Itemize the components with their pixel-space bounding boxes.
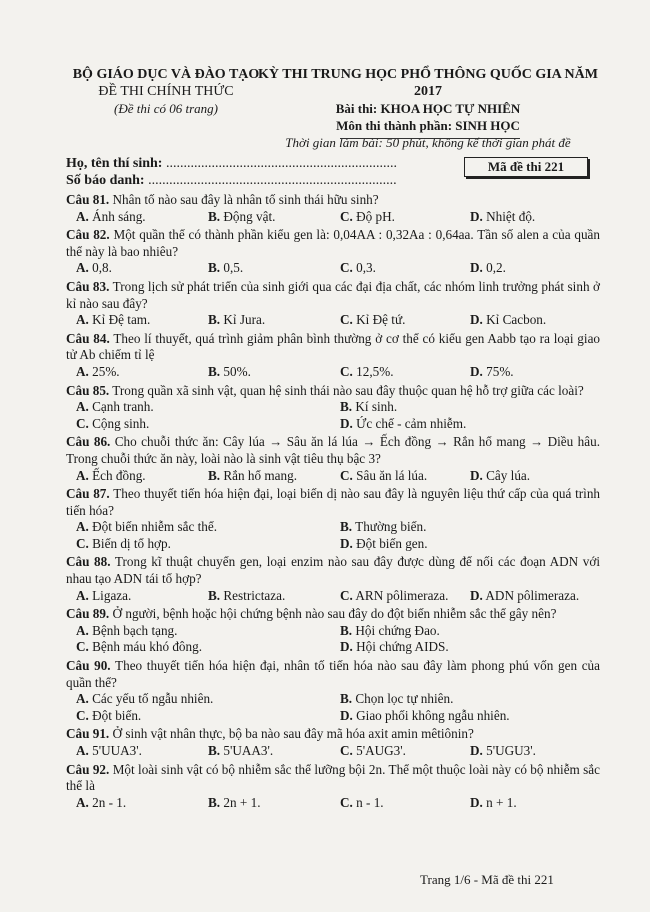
question-number: Câu 82. [66,227,110,243]
option-text: Đột biến. [92,707,142,723]
question-text: Một quần thể có thành phần kiểu gen là: 0,04AA : 0,32Aa : 0,64aa. Tần số alen a của quần thể này là bao nhiêu? [66,227,600,259]
option-text: n + 1. [486,794,517,810]
question-stem [66,554,600,587]
option-text: Ức chế - cảm nhiễm. [356,415,467,431]
option-text: Độ pH. [356,208,395,224]
question-number: Câu 84. [66,330,110,346]
question-text: Nhân tố nào sau đây là nhân tố sinh thái hữu sinh? [112,192,379,207]
option-text: Hội chứng Đao. [355,622,440,638]
question [66,279,600,329]
option-key: D. [470,743,483,758]
option-text: Bệnh bạch tạng. [92,622,178,638]
subject-name: Môn thi thành phần: SINH HỌC [336,118,520,133]
answer-option[interactable] [76,743,142,760]
question-stem [66,331,600,364]
exam-title: KỲ THI TRUNG HỌC PHỔ THÔNG QUỐC GIA NĂM 2017 [258,67,598,99]
option-key: C. [340,743,353,758]
page-footer: Trang 1/6 - Mã đề thi 221 [420,872,554,887]
question-number: Câu 88. [66,554,111,570]
question-number: Câu 92. [66,761,110,777]
question-number: Câu 86. [66,434,111,450]
option-key: A. [76,363,89,379]
option-key: C. [340,587,353,603]
options-row [66,399,600,416]
answer-option[interactable] [340,639,449,656]
answer-option[interactable] [340,399,397,416]
option-text: Sâu ăn lá lúa. [356,467,428,483]
question [66,486,600,552]
answer-option[interactable] [470,209,535,226]
option-text: ADN pôlimeraza. [485,587,580,603]
answer-option[interactable] [470,312,546,329]
answer-option[interactable] [208,364,251,381]
answer-option[interactable] [340,209,395,226]
option-key: D. [470,363,483,379]
answer-option[interactable] [340,416,466,433]
option-key: D. [340,639,353,655]
answer-option[interactable] [76,519,217,536]
answer-option[interactable] [340,312,405,329]
answer-option[interactable] [470,364,514,381]
option-text: Hội chứng AIDS. [356,639,449,655]
question-number: Câu 83. [66,278,110,294]
answer-option[interactable] [76,795,126,812]
option-key: D. [470,587,483,603]
option-key: D. [470,208,483,224]
option-key: A. [76,691,89,707]
answer-option[interactable] [76,312,150,329]
option-text: 0,3. [356,260,376,276]
question-stem [66,658,600,691]
option-key: A. [76,519,89,535]
answer-option[interactable] [470,260,506,277]
answer-option[interactable] [208,312,265,329]
option-key: A. [76,587,89,603]
option-key: C. [76,535,89,551]
options-row [66,708,600,725]
options-row [66,364,600,381]
question [66,658,600,724]
answer-option[interactable] [76,623,177,640]
answer-option[interactable] [76,260,112,277]
question [66,192,600,225]
question-text: Ở người, bệnh hoặc hội chứng bệnh nào sau đây do đột biến nhiễm sắc thể gây nên? [112,606,557,622]
answer-option[interactable] [76,691,213,708]
option-text: Kí sinh. [355,399,398,415]
option-text: Các yếu tố ngẫu nhiên. [92,691,214,707]
question [66,606,600,656]
option-key: B. [208,743,221,758]
answer-option[interactable] [340,708,510,725]
header-left [66,66,266,117]
option-text: 0,2. [486,260,506,276]
option-text: Kỉ Đệ tam. [92,312,151,328]
question-list [66,192,600,813]
option-key: A. [76,743,89,758]
options-row [66,536,600,553]
option-text: Cộng sinh. [92,415,150,431]
question-text: Theo lí thuyết, quá trình giảm phân bình thường ở cơ thể có kiểu gen Aabb tạo ra loại giao tử Ab chiếm tỉ lệ [66,330,601,363]
question-stem [66,279,600,312]
question-stem [66,606,600,623]
option-key: C. [340,260,353,276]
option-key: A. [76,399,89,415]
option-key: C. [76,415,89,431]
option-key: B. [208,467,221,483]
answer-option[interactable] [208,588,285,605]
option-key: B. [208,260,221,276]
answer-option[interactable] [76,588,131,605]
question-number: Câu 87. [66,486,110,502]
options-row [66,691,600,708]
option-text: 50%. [223,363,251,379]
option-text: 5'UGU3'. [486,743,536,758]
option-text: Kỉ Cacbon. [486,312,547,328]
question [66,383,600,433]
question-text: Trong lịch sử phát triển của sinh giới qua các đại địa chất, các nhóm linh trưởng phát sinh ở kỉ nào sau đây? [66,278,600,311]
options-row [66,312,600,329]
options-row [66,795,600,812]
options-row [66,519,600,536]
option-text: Kỉ Đệ tứ. [356,312,406,328]
option-key: C. [340,208,353,224]
option-key: B. [208,312,221,328]
option-key: B. [208,208,221,224]
pages-note: (Đề thi có 06 trang) [114,101,218,116]
options-row [66,743,600,760]
options-row [66,260,600,277]
question-text: Theo thuyết tiến hóa hiện đại, loại biến dị nào sau đây là nguyên liệu thứ cấp của quá trình tiến hóa? [66,486,601,518]
question [66,227,600,277]
option-text: Ánh sáng. [92,208,146,224]
answer-option[interactable] [470,743,536,760]
question [66,726,600,759]
option-text: Biến dị tổ hợp. [92,535,171,551]
question-number: Câu 91. [66,726,110,742]
ministry-name: BỘ GIÁO DỤC VÀ ĐÀO TẠO [72,67,260,82]
option-text: ARN pôlimeraza. [355,587,449,603]
official-label: ĐỀ THI CHÍNH THỨC [98,84,234,99]
option-text: Ligaza. [92,587,132,603]
option-key: B. [208,363,221,379]
option-key: D. [470,312,483,328]
question-text: Theo thuyết tiến hóa hiện đại, nhân tố tiến hóa nào sau đây làm phong phú vốn gen của quần thể? [66,658,601,690]
option-key: D. [340,535,353,551]
option-text: 2n - 1. [92,794,127,810]
answer-option[interactable] [208,795,261,812]
id-row [66,172,397,189]
option-text: 5'UUA3'. [92,743,142,758]
option-key: C. [76,639,89,655]
option-text: Nhiệt độ. [486,208,536,224]
option-key: B. [340,519,353,535]
question-stem [66,434,600,467]
option-key: D. [470,794,483,810]
question-number: Câu 81. [66,192,110,207]
answer-option[interactable] [76,536,171,553]
option-text: 75%. [486,363,514,379]
id-label: Số báo danh: [66,173,145,188]
exam-code-box: Mã đề thi 221 [464,157,588,177]
question-stem [66,192,600,209]
answer-option[interactable] [76,399,154,416]
option-key: A. [76,467,89,483]
answer-option[interactable] [208,209,275,226]
option-text: Đột biến nhiễm sắc thể. [92,519,218,535]
option-key: C. [340,794,353,810]
option-text: 2n + 1. [223,794,261,810]
option-key: B. [340,399,353,415]
answer-option[interactable] [208,468,297,485]
option-key: C. [340,312,353,328]
question-number: Câu 90. [66,658,111,674]
test-name: Bài thi: KHOA HỌC TỰ NHIÊN [335,101,521,116]
answer-option[interactable] [76,416,149,433]
option-text: Cạnh tranh. [92,399,154,415]
answer-option[interactable] [340,588,448,605]
name-dots: .................................................................. [165,156,397,171]
answer-option[interactable] [470,468,530,485]
option-text: Bệnh máu khó đông. [92,639,203,655]
option-key: B. [340,691,353,707]
option-key: B. [208,587,221,603]
options-row [66,468,600,485]
question-stem [66,486,600,519]
option-key: A. [76,622,89,638]
option-key: A. [76,260,89,276]
option-text: Thường biến. [355,519,427,535]
question-text: Cho chuỗi thức ăn: Cây lúa → Sâu ăn lá lúa → Ếch đồng → Rắn hổ mang → Diều hâu. Trong chuỗi thức ăn này, loài nào là sinh vật tiêu thụ bậc 3? [66,434,600,466]
id-dots: ....................................................................... [148,173,397,188]
answer-option[interactable] [76,468,146,485]
option-text: Giao phối không ngẫu nhiên. [356,707,510,723]
option-text: 0,5. [223,260,244,276]
answer-option[interactable] [340,795,384,812]
option-key: D. [340,415,353,431]
option-text: Ếch đồng. [92,467,146,483]
option-key: C. [340,363,353,379]
option-key: D. [470,260,483,276]
answer-option[interactable] [76,209,146,226]
option-text: 12,5%. [356,363,394,379]
name-row [66,155,397,172]
question-stem [66,383,600,400]
option-text: 5'AUG3'. [356,743,406,758]
option-key: C. [340,467,353,483]
option-key: D. [340,707,353,723]
option-key: B. [340,622,353,638]
option-key: C. [76,707,89,723]
question-text: Trong kĩ thuật chuyển gen, loại enzim nào sau đây được dùng để nối các đoạn ADN với nhau tạo ADN tái tổ hợp? [66,554,601,587]
question-stem [66,726,600,743]
option-text: Rắn hổ mang. [223,467,298,483]
answer-option[interactable] [340,364,394,381]
question [66,434,600,484]
question-text: Ở sinh vật nhân thực, bộ ba nào sau đây mã hóa axit amin mêtiônin? [112,726,474,742]
answer-option[interactable] [470,588,579,605]
option-text: Kỉ Jura. [223,312,266,328]
option-text: 0,8. [92,260,112,276]
question-stem [66,227,600,260]
option-text: Động vật. [223,208,276,224]
answer-option[interactable] [340,260,376,277]
answer-option[interactable] [208,743,273,760]
options-row [66,209,600,226]
question-text: Trong quần xã sinh vật, quan hệ sinh thái nào sau đây thuộc quan hệ hỗ trợ giữa các loài? [112,382,584,398]
options-row [66,623,600,640]
header-rule [340,138,520,139]
answer-option[interactable] [340,743,406,760]
time-note: Thời gian làm bài: 50 phút, không kể thời gian phát đề [285,135,571,150]
answer-option[interactable] [208,260,243,277]
answer-option[interactable] [76,708,141,725]
question-number: Câu 89. [66,606,110,622]
option-key: A. [76,312,89,328]
answer-option[interactable] [76,639,202,656]
answer-option[interactable] [340,623,440,640]
options-row [66,588,600,605]
answer-option[interactable] [340,519,426,536]
options-row [66,416,600,433]
option-text: n - 1. [356,794,384,810]
answer-option[interactable] [340,691,453,708]
option-text: Đột biến gen. [356,535,428,551]
option-key: B. [208,794,221,810]
options-row [66,639,600,656]
option-key: D. [470,467,483,483]
answer-option[interactable] [340,536,428,553]
question [66,331,600,381]
name-label: Họ, tên thí sinh: [66,156,163,171]
question-text: Một loài sinh vật có bộ nhiễm sắc thể lưỡng bội 2n. Thể một thuộc loài này có bộ nhiễm sắc thể là [66,761,601,794]
question [66,554,600,604]
option-text: Restrictaza. [223,587,286,603]
candidate-info [66,155,397,189]
answer-option[interactable] [76,364,120,381]
option-text: Chọn lọc tự nhiên. [355,691,454,707]
option-text: Cây lúa. [486,467,531,483]
question [66,762,600,812]
answer-option[interactable] [340,468,427,485]
question-number: Câu 85. [66,382,110,398]
option-text: 5'UAA3'. [223,743,274,758]
option-key: A. [76,794,89,810]
option-text: 25%. [92,363,120,379]
answer-option[interactable] [470,795,517,812]
option-key: A. [76,208,89,224]
question-stem [66,762,600,795]
